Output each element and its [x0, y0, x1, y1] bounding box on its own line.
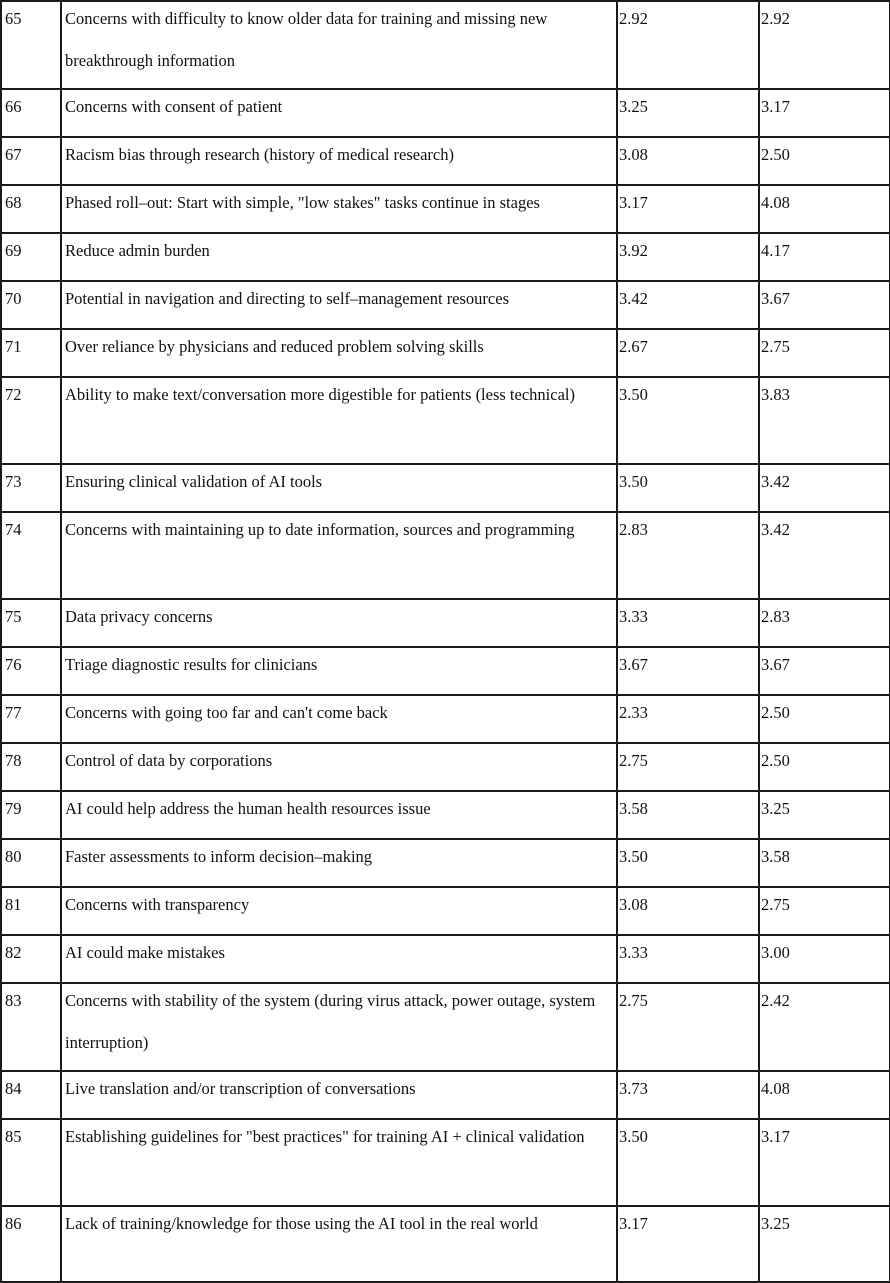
table-row — [1, 512, 890, 599]
score-1-cell: 2.67 — [617, 329, 759, 377]
row-id-cell: 79 — [1, 791, 61, 839]
row-text-cell: Concerns with difficulty to know older data for training and missing new breakthrough information — [61, 1, 617, 89]
row-text-cell: Concerns with maintaining up to date information, sources and programming — [61, 512, 617, 599]
row-id-cell: 66 — [1, 89, 61, 137]
table-row — [1, 1206, 890, 1282]
score-2-cell: 2.92 — [759, 1, 890, 89]
table-row — [1, 599, 890, 647]
row-id-cell: 67 — [1, 137, 61, 185]
row-id-cell: 76 — [1, 647, 61, 695]
row-id-cell: 69 — [1, 233, 61, 281]
row-text-cell: Phased roll–out: Start with simple, "low stakes" tasks continue in stages — [61, 185, 617, 233]
score-2-cell: 3.58 — [759, 839, 890, 887]
score-2-cell: 3.67 — [759, 647, 890, 695]
score-1-cell: 3.58 — [617, 791, 759, 839]
row-text-cell: Reduce admin burden — [61, 233, 617, 281]
score-1-cell: 2.92 — [617, 1, 759, 89]
row-text-cell: Concerns with stability of the system (during virus attack, power outage, system interruption) — [61, 983, 617, 1071]
score-2-cell: 3.83 — [759, 377, 890, 464]
score-1-cell: 3.50 — [617, 377, 759, 464]
table-row — [1, 791, 890, 839]
table-row — [1, 233, 890, 281]
row-text-cell: Triage diagnostic results for clinicians — [61, 647, 617, 695]
row-text-cell: Control of data by corporations — [61, 743, 617, 791]
row-text-cell: Establishing guidelines for "best practices" for training AI + clinical validation — [61, 1119, 617, 1206]
row-id-cell: 74 — [1, 512, 61, 599]
row-text-cell: Live translation and/or transcription of conversations — [61, 1071, 617, 1119]
table-row — [1, 464, 890, 512]
table-row — [1, 887, 890, 935]
row-id-cell: 84 — [1, 1071, 61, 1119]
score-1-cell: 3.92 — [617, 233, 759, 281]
row-id-cell: 85 — [1, 1119, 61, 1206]
row-text-cell: Concerns with transparency — [61, 887, 617, 935]
score-1-cell: 3.08 — [617, 887, 759, 935]
row-id-cell: 82 — [1, 935, 61, 983]
table-row — [1, 89, 890, 137]
table-row — [1, 281, 890, 329]
row-id-cell: 72 — [1, 377, 61, 464]
row-text-cell: AI could help address the human health resources issue — [61, 791, 617, 839]
row-id-cell: 86 — [1, 1206, 61, 1282]
score-2-cell: 2.50 — [759, 743, 890, 791]
score-2-cell: 3.17 — [759, 1119, 890, 1206]
row-id-cell: 65 — [1, 1, 61, 89]
row-text-cell: Concerns with consent of patient — [61, 89, 617, 137]
table-row — [1, 329, 890, 377]
table-row — [1, 935, 890, 983]
score-1-cell: 3.50 — [617, 464, 759, 512]
row-text-cell: AI could make mistakes — [61, 935, 617, 983]
table-body — [1, 1, 890, 1282]
row-id-cell: 83 — [1, 983, 61, 1071]
row-text-cell: Racism bias through research (history of medical research) — [61, 137, 617, 185]
row-text-cell: Concerns with going too far and can't come back — [61, 695, 617, 743]
score-2-cell: 4.08 — [759, 185, 890, 233]
score-1-cell: 3.50 — [617, 839, 759, 887]
score-2-cell: 3.25 — [759, 791, 890, 839]
table-row — [1, 1119, 890, 1206]
row-text-cell: Faster assessments to inform decision–making — [61, 839, 617, 887]
row-id-cell: 81 — [1, 887, 61, 935]
row-id-cell: 78 — [1, 743, 61, 791]
row-id-cell: 80 — [1, 839, 61, 887]
row-text-cell: Lack of training/knowledge for those using the AI tool in the real world — [61, 1206, 617, 1282]
score-2-cell: 3.17 — [759, 89, 890, 137]
score-2-cell: 2.75 — [759, 329, 890, 377]
table-row — [1, 1, 890, 89]
score-1-cell: 3.08 — [617, 137, 759, 185]
score-1-cell: 2.75 — [617, 743, 759, 791]
row-text-cell: Over reliance by physicians and reduced problem solving skills — [61, 329, 617, 377]
table-row — [1, 647, 890, 695]
score-1-cell: 3.33 — [617, 599, 759, 647]
score-2-cell: 2.75 — [759, 887, 890, 935]
row-id-cell: 71 — [1, 329, 61, 377]
row-id-cell: 70 — [1, 281, 61, 329]
score-1-cell: 3.17 — [617, 185, 759, 233]
score-2-cell: 4.08 — [759, 1071, 890, 1119]
table-row — [1, 377, 890, 464]
row-id-cell: 73 — [1, 464, 61, 512]
table-row — [1, 983, 890, 1071]
score-2-cell: 3.00 — [759, 935, 890, 983]
score-1-cell: 2.75 — [617, 983, 759, 1071]
score-2-cell: 2.83 — [759, 599, 890, 647]
table-row — [1, 743, 890, 791]
score-1-cell: 2.33 — [617, 695, 759, 743]
row-text-cell: Data privacy concerns — [61, 599, 617, 647]
score-1-cell: 3.67 — [617, 647, 759, 695]
row-text-cell: Ensuring clinical validation of AI tools — [61, 464, 617, 512]
score-2-cell: 4.17 — [759, 233, 890, 281]
row-id-cell: 68 — [1, 185, 61, 233]
score-1-cell: 3.73 — [617, 1071, 759, 1119]
score-2-cell: 2.50 — [759, 137, 890, 185]
row-text-cell: Potential in navigation and directing to self–management resources — [61, 281, 617, 329]
row-text-cell: Ability to make text/conversation more digestible for patients (less technical) — [61, 377, 617, 464]
score-1-cell: 3.17 — [617, 1206, 759, 1282]
score-2-cell: 2.42 — [759, 983, 890, 1071]
score-2-cell: 3.67 — [759, 281, 890, 329]
score-1-cell: 2.83 — [617, 512, 759, 599]
score-2-cell: 3.42 — [759, 512, 890, 599]
score-2-cell: 3.25 — [759, 1206, 890, 1282]
row-id-cell: 75 — [1, 599, 61, 647]
table-row — [1, 839, 890, 887]
table-row — [1, 695, 890, 743]
score-1-cell: 3.42 — [617, 281, 759, 329]
row-id-cell: 77 — [1, 695, 61, 743]
score-1-cell: 3.33 — [617, 935, 759, 983]
score-2-cell: 3.42 — [759, 464, 890, 512]
table-row — [1, 137, 890, 185]
table-row — [1, 185, 890, 233]
score-1-cell: 3.25 — [617, 89, 759, 137]
score-1-cell: 3.50 — [617, 1119, 759, 1206]
table-row — [1, 1071, 890, 1119]
score-2-cell: 2.50 — [759, 695, 890, 743]
